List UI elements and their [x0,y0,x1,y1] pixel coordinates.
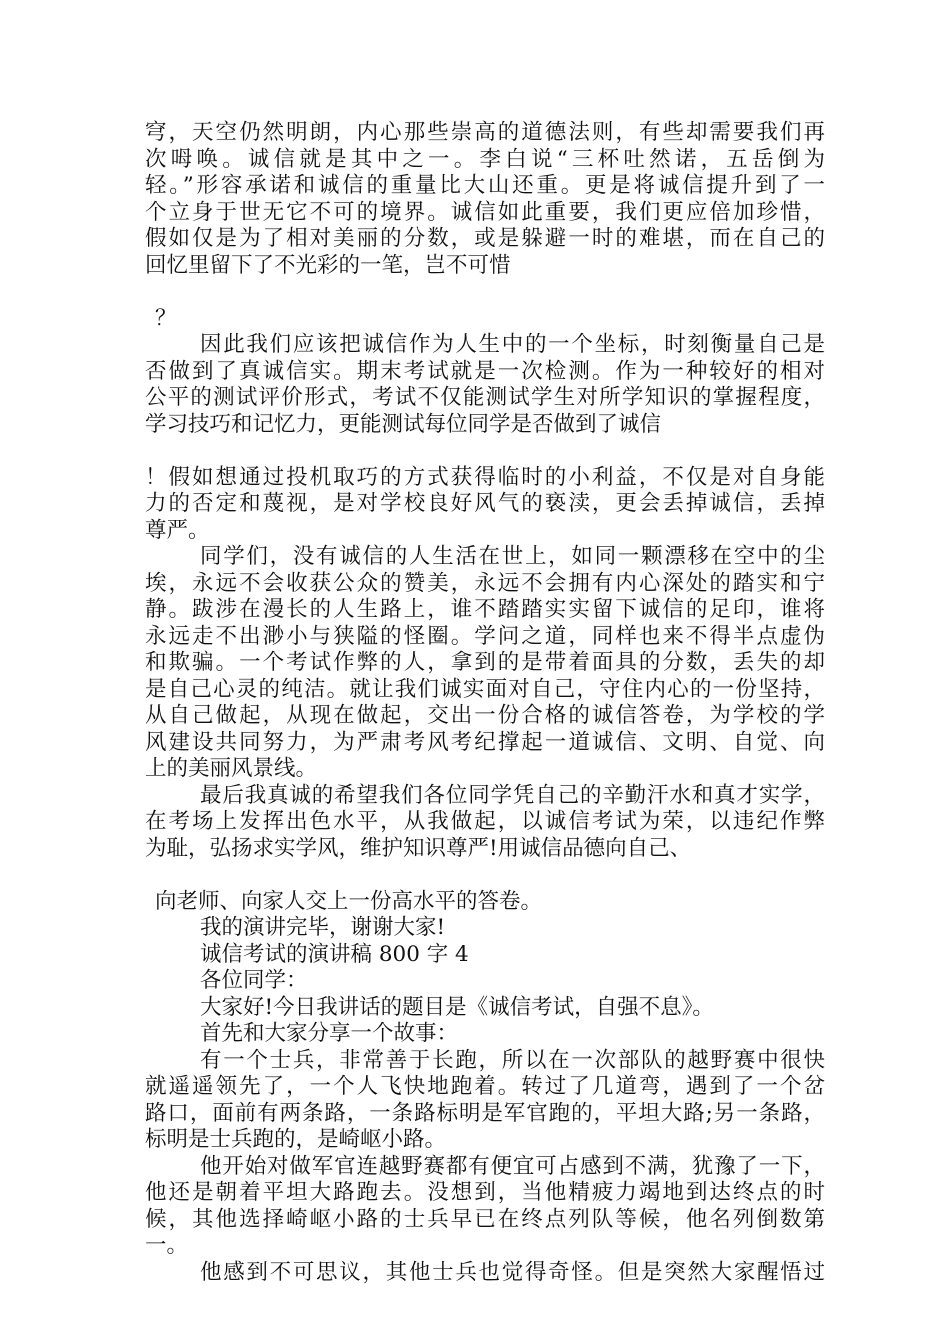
greeting: 大家好!今日我讲话的题目是《诚信考试，自强不息》。 [200,994,714,1020]
text-line: 尊严。 [145,517,210,543]
text-line: 他开始对做军官连越野赛都有便宜可占感到不满，犹豫了一下， [200,1153,825,1179]
text-line: 永远走不出渺小与狭隘的怪圈。学问之道，同样也来不得半点虚伪 [145,623,825,649]
text-line: 是自己心灵的纯洁。就让我们诚实面对自己，守住内心的一份坚持， [145,676,825,702]
text-line: 向老师、向家人交上一份高水平的答卷。 [155,888,543,914]
text-line: 回忆里留下了不光彩的一笔，岂不可惜 [145,252,511,278]
text-line: 假如仅是为了相对美丽的分数，或是躲避一时的难堪，而在自己的 [145,226,825,251]
text-line: 和欺骗。一个考试作弊的人，拿到的是带着面具的分数，丢失的却 [145,650,825,675]
text-line: 一。 [145,1233,189,1258]
page-break-gap [145,279,825,306]
text-line: 次呣唤。诚信就是其中之一。李白说“三杯吐然诺，五岳倒为 [145,146,825,172]
text-line: 最后我真诚的希望我们各位同学凭自己的辛勤汗水和真才实学， [200,782,825,808]
text-line: 否做到了真诚信实。期末考试就是一次检测。作为一种较好的相对 [145,358,825,384]
text-line: 学习技巧和记忆力，更能测试每位同学是否做到了诚信 [145,411,662,437]
document-body [145,120,825,1286]
text-line: 为耻，弘扬求实学风，维护知识尊严!用诚信品德向自己、 [145,835,692,861]
text-line: 埃，永远不会收获公众的赞美，永远不会拥有内心深处的踏实和宁 [145,570,825,596]
text-line: 风建设共同努力，为严肃考风考纪撑起一道诚信、文明、自觉、向 [145,729,825,755]
text-line: 就遥遥领先了，一个人飞快地跑着。转过了几道弯，遇到了一个岔 [145,1074,825,1099]
text-line: 穹，天空仍然明朗，内心那些崇高的道德法则，有些却需要我们再 [145,120,825,145]
text-line: ？ [155,305,177,331]
section-heading: 诚信考试的演讲稿 800 字 4 [200,941,469,967]
text-line: 静。跋涉在漫长的人生路上，谁不踏踏实实留下诚信的足印，谁将 [145,597,825,622]
text-line: 他还是朝着平坦大路跑去。没想到，当他精疲力竭地到达终点的时 [145,1180,825,1205]
text-line: 在考场上发挥出色水平，从我做起，以诚信考试为荣，以违纪作弊 [145,809,825,834]
text-line: 公平的测试评价形式，考试不仅能测试学生对所学知识的掌握程度， [145,385,825,410]
page-break-gap [145,438,825,465]
intro-line: 首先和大家分享一个故事： [200,1021,459,1046]
closing-line: 我的演讲完毕，谢谢大家! [200,915,446,940]
salutation: 各位同学： [200,968,308,993]
text-line: 从自己做起，从现在做起，交出一份合格的诚信答卷，为学校的学 [145,703,825,728]
text-line: 轻。”形容承诺和诚信的重量比大山还重。更是将诚信提升到了一 [145,173,825,198]
text-line: 路口，面前有两条路，一条路标明是军官跑的，平坦大路;另一条路， [145,1100,825,1126]
text-line: 同学们，没有诚信的人生活在世上，如同一颗漂移在空中的尘 [200,544,825,569]
text-line: 有一个士兵，非常善于长跑，所以在一次部队的越野赛中很快 [200,1047,825,1073]
text-line: 力的否定和蔑视，是对学校良好风气的亵渎，更会丢掉诚信，丢掉 [145,491,825,516]
text-line: 他感到不可思议，其他士兵也觉得奇怪。但是突然大家醒悟过 [200,1259,825,1285]
text-line: 因此我们应该把诚信作为人生中的一个坐标，时刻衡量自己是 [200,332,825,357]
text-line: 上的美丽风景线。 [145,756,318,781]
text-line: 个立身于世无它不可的境界。诚信如此重要，我们更应倍加珍惜， [145,199,825,225]
page-break-gap [145,862,825,889]
text-line: 候，其他选择崎岖小路的士兵早已在终点列队等候，他名列倒数第 [145,1206,825,1232]
text-line: 标明是士兵跑的，是崎岖小路。 [145,1127,447,1152]
text-line: ！假如想通过投机取巧的方式获得临时的小利益，不仅是对自身能 [145,464,825,490]
